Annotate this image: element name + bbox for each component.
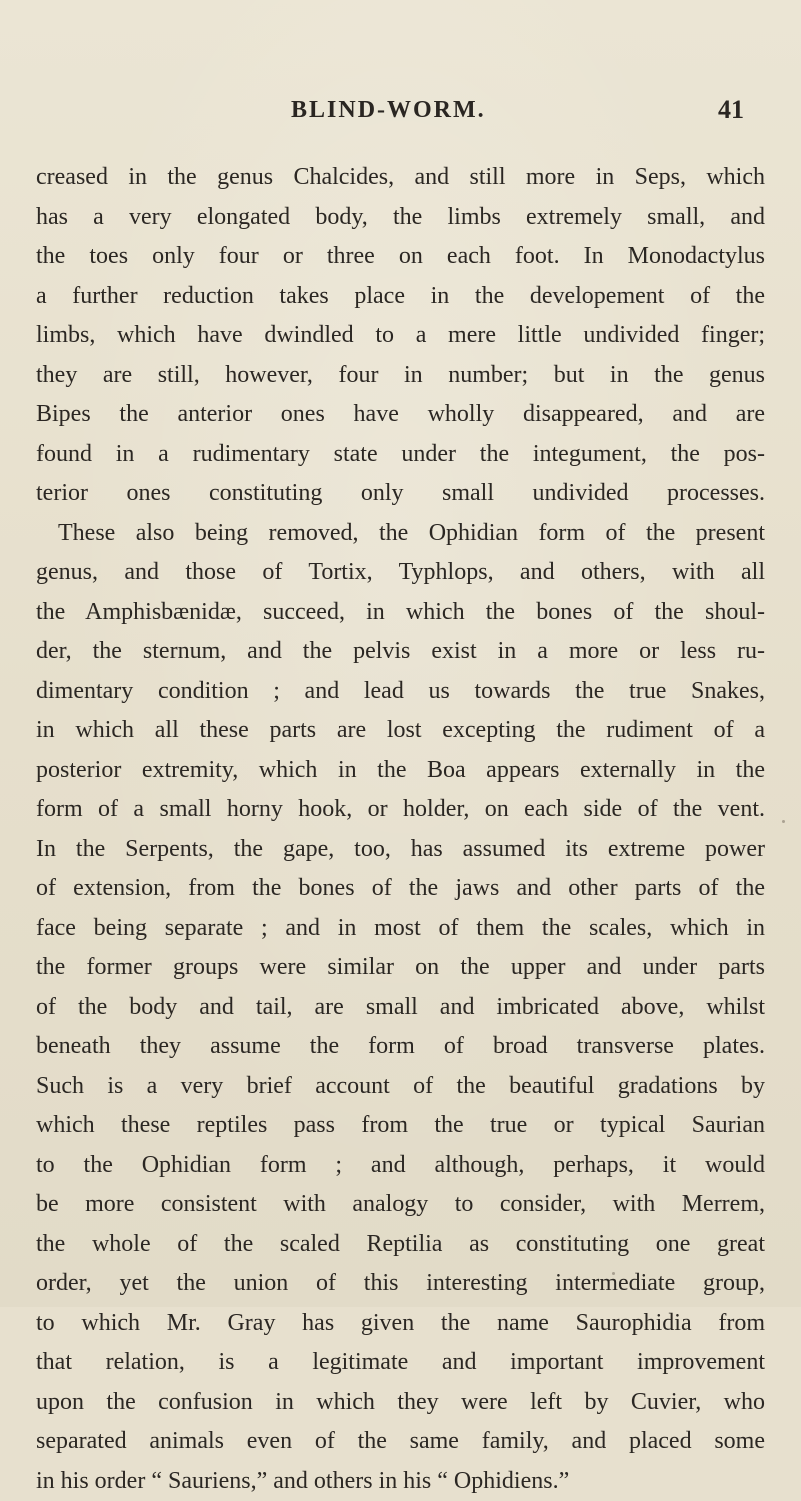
text-line: separated animals even of the same family, and placed some	[36, 1422, 765, 1462]
text-line: the former groups were similar on the upper and under parts	[36, 948, 765, 988]
text-line: These also being removed, the Ophidian form of the present	[36, 514, 765, 554]
text-line: form of a small horny hook, or holder, on each side of the vent.	[36, 790, 765, 830]
body-text	[36, 158, 765, 1501]
text-line: of extension, from the bones of the jaws and other parts of the	[36, 869, 765, 909]
text-line: has a very elongated body, the limbs extremely small, and	[36, 198, 765, 238]
paper-speck	[782, 820, 785, 823]
page-header	[0, 97, 801, 137]
text-line: the Amphisbænidæ, succeed, in which the bones of the shoul-	[36, 593, 765, 633]
page-number: 41	[718, 95, 744, 125]
text-line: a further reduction takes place in the developement of the	[36, 277, 765, 317]
text-line: limbs, which have dwindled to a mere little undivided finger;	[36, 316, 765, 356]
text-line: Bipes the anterior ones have wholly disappeared, and are	[36, 395, 765, 435]
text-line: upon the confusion in which they were left by Cuvier, who	[36, 1383, 765, 1423]
text-line: they are still, however, four in number; but in the genus	[36, 356, 765, 396]
text-line: in his order “ Sauriens,” and others in his “ Ophidiens.”	[36, 1462, 765, 1501]
text-line: posterior extremity, which in the Boa appears externally in the	[36, 751, 765, 791]
text-line: be more consistent with analogy to consider, with Merrem,	[36, 1185, 765, 1225]
running-head: BLIND-WORM.	[291, 97, 486, 124]
text-line: In the Serpents, the gape, too, has assumed its extreme power	[36, 830, 765, 870]
text-line: der, the sternum, and the pelvis exist in a more or less ru-	[36, 632, 765, 672]
text-line: order, yet the union of this interesting intermediate group,	[36, 1264, 765, 1304]
text-line: the toes only four or three on each foot. In Monodactylus	[36, 237, 765, 277]
text-line: in which all these parts are lost excepting the rudiment of a	[36, 711, 765, 751]
text-line: to the Ophidian form ; and although, perhaps, it would	[36, 1146, 765, 1186]
text-line: Such is a very brief account of the beautiful gradations by	[36, 1067, 765, 1107]
text-line: that relation, is a legitimate and important improvement	[36, 1343, 765, 1383]
text-line: terior ones constituting only small undivided processes.	[36, 474, 765, 514]
text-line: dimentary condition ; and lead us towards the true Snakes,	[36, 672, 765, 712]
text-line: to which Mr. Gray has given the name Saurophidia from	[36, 1304, 765, 1344]
text-line: the whole of the scaled Reptilia as constituting one great	[36, 1225, 765, 1265]
text-line: found in a rudimentary state under the integument, the pos-	[36, 435, 765, 475]
text-line: face being separate ; and in most of them the scales, which in	[36, 909, 765, 949]
text-line: beneath they assume the form of broad transverse plates.	[36, 1027, 765, 1067]
text-line: creased in the genus Chalcides, and still more in Seps, which	[36, 158, 765, 198]
text-line: genus, and those of Tortix, Typhlops, and others, with all	[36, 553, 765, 593]
text-line: which these reptiles pass from the true or typical Saurian	[36, 1106, 765, 1146]
text-line: of the body and tail, are small and imbricated above, whilst	[36, 988, 765, 1028]
